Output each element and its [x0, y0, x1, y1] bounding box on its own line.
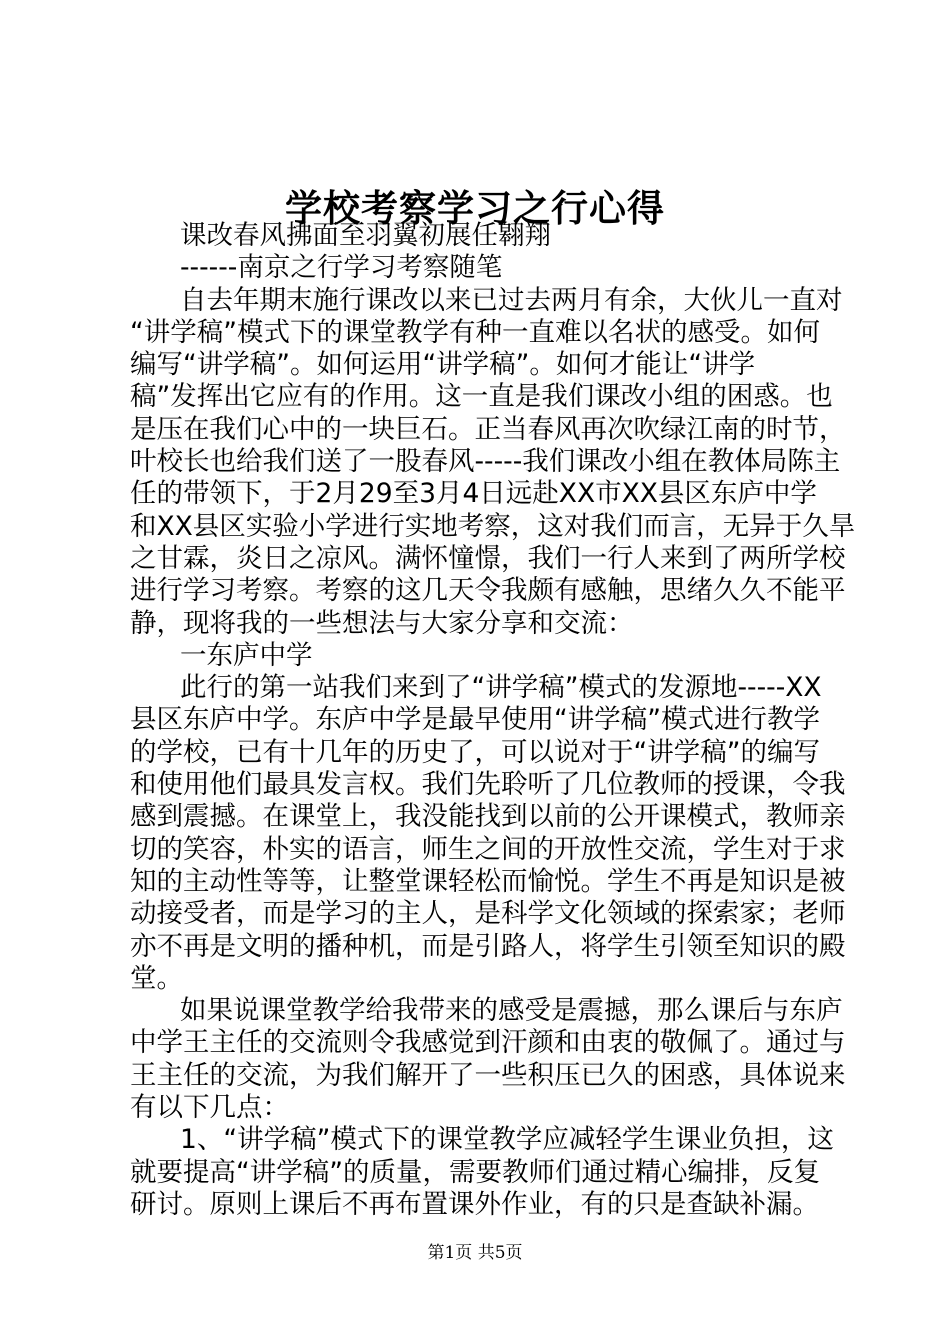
text-line: ------南京之行学习考察随笔 [180, 252, 503, 284]
text-line: 一东庐中学 [180, 639, 313, 671]
document-body [130, 220, 856, 1221]
text-line: 和使用他们最具发言权。我们先聆听了几位教师的授课，令我 [130, 769, 846, 801]
text-line: 叶校长也给我们送了一股春风-----我们课改小组在教体局陈主 [130, 446, 841, 478]
text-line: 中学王主任的交流则令我感觉到汗颜和由衷的敬佩了。通过与 [130, 1027, 846, 1059]
text-line: 如果说课堂教学给我带来的感受是震撼，那么课后与东庐 [180, 995, 843, 1027]
text-line: “讲学稿”模式下的课堂教学有种一直难以名状的感受。如何 [130, 316, 820, 348]
text-line: 和XX县区实验小学进行实地考察，这对我们而言，无异于久旱 [130, 510, 856, 542]
text-line: 县区东庐中学。东庐中学是最早使用“讲学稿”模式进行教学 [130, 704, 820, 736]
text-line: 有以下几点： [130, 1092, 289, 1124]
text-line: 1、“讲学稿”模式下的课堂教学应减轻学生课业负担，这 [180, 1124, 834, 1156]
text-line: 此行的第一站我们来到了“讲学稿”模式的发源地-----XX [180, 672, 822, 704]
text-line: 感到震撼。在课堂上，我没能找到以前的公开课模式，教师亲 [130, 801, 846, 833]
text-line: 进行学习考察。考察的这几天令我颇有感触，思绪久久不能平 [130, 575, 846, 607]
document-title: 学校考察学习之行心得 [285, 186, 665, 230]
text-line: 编写“讲学稿”。如何运用“讲学稿”。如何才能让“讲学 [130, 349, 756, 381]
text-line: 稿”发挥出它应有的作用。这一直是我们课改小组的困惑。也 [130, 381, 833, 413]
text-line: 动接受者，而是学习的主人，是科学文化领域的探索家；老师 [130, 898, 846, 930]
text-line: 堂。 [130, 962, 183, 994]
text-line: 就要提高“讲学稿”的质量，需要教师们通过精心编排，反复 [130, 1156, 820, 1188]
text-line: 自去年期末施行课改以来已过去两月有余，大伙儿一直对 [180, 284, 843, 316]
text-line: 课改春风拂面至羽翼初展任翱翔 [180, 220, 551, 251]
text-line: 的学校，已有十几年的历史了，可以说对于“讲学稿”的编写 [130, 736, 820, 768]
text-line: 切的笑容，朴实的语言，师生之间的开放性交流，学生对于求 [130, 833, 846, 865]
text-line: 之甘霖，炎日之凉风。满怀憧憬，我们一行人来到了两所学校 [130, 542, 846, 574]
text-line: 是压在我们心中的一块巨石。正当春风再次吹绿江南的时节， [130, 413, 846, 445]
text-line: 静，现将我的一些想法与大家分享和交流： [130, 607, 634, 639]
text-line: 任的带领下，于2月29至3月4日远赴XX市XX县区东庐中学 [130, 478, 817, 510]
text-line: 亦不再是文明的播种机，而是引路人，将学生引领至知识的殿 [130, 930, 846, 962]
page-footer: 第1页 共5页 [427, 1243, 523, 1263]
text-line: 知的主动性等等，让整堂课轻松而愉悦。学生不再是知识是被 [130, 865, 846, 897]
text-line: 研讨。原则上课后不再布置课外作业，有的只是查缺补漏。 [130, 1188, 819, 1220]
text-line: 王主任的交流，为我们解开了一些积压已久的困惑，具体说来 [130, 1059, 846, 1091]
